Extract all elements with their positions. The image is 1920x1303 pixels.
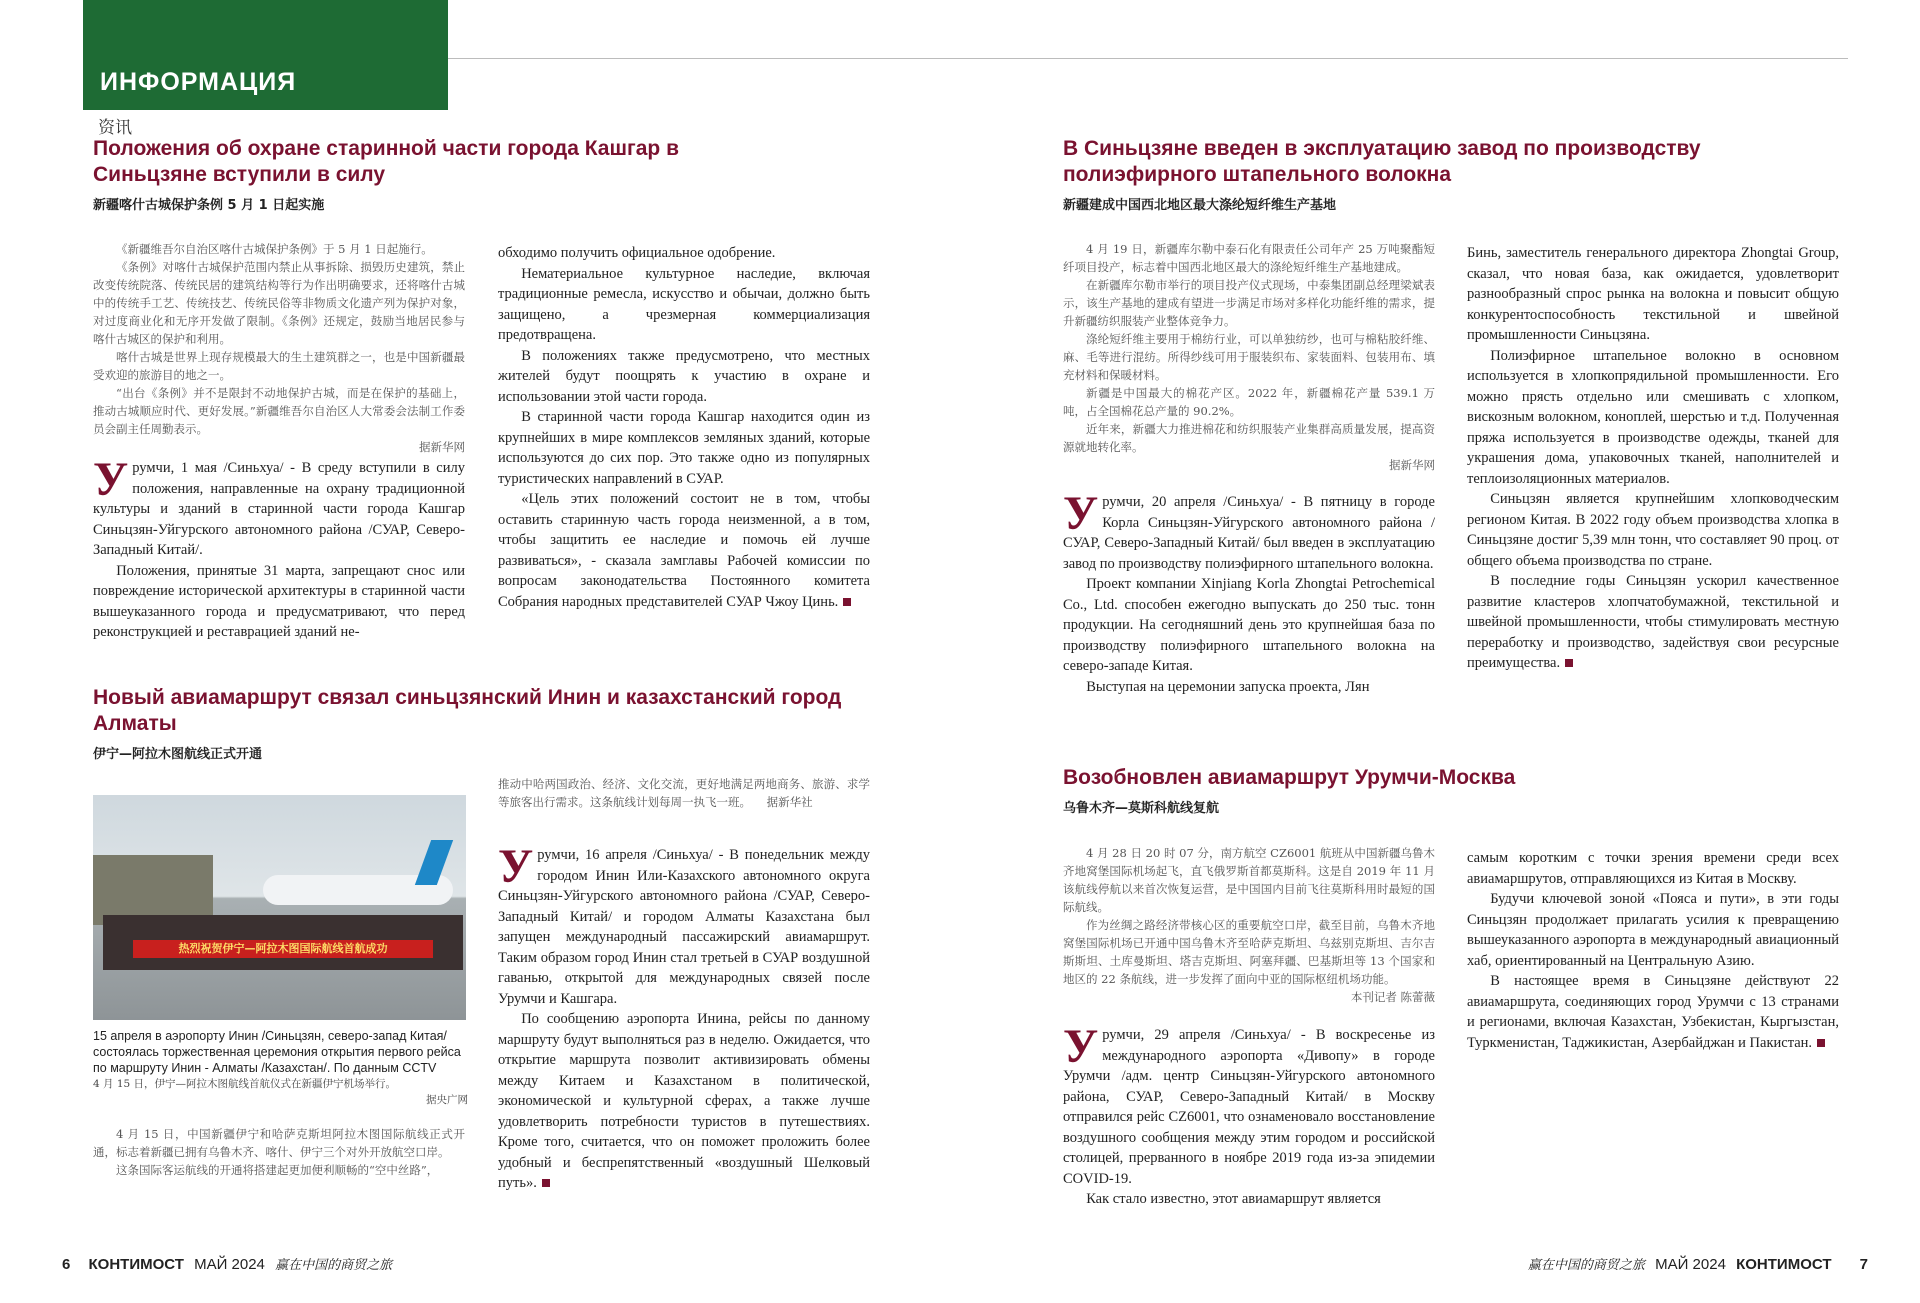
article1-heading xyxy=(93,136,783,213)
section-subtitle: 资讯 xyxy=(98,118,132,138)
caption-ru: 15 апреля в аэропорту Инин /Синьцзян, северо-запад Китая/ состоялась торжественная церемония открытия первого рейса по маршруту Инин - Алматы /Казахстан/. По данным CCTV xyxy=(93,1029,461,1075)
article4-subtitle-cn: 乌鲁木齐—莫斯科航线复航 xyxy=(1063,801,1220,816)
photo-banner: 热烈祝贺伊宁—阿拉木图国际航线首航成功 xyxy=(133,940,433,958)
article1-ru-col2 xyxy=(498,243,870,612)
article1-ru-col2-p2: В положениях также предусмотрено, что местных жителей будут поощрять к участию в охране и использовании этой части города. xyxy=(498,347,870,405)
article4-cn-block xyxy=(1063,844,1435,1006)
article1-ru-col2-p4: «Цель этих положений состоит не в том, чтобы оставить старинную часть города неизменной, а в том, чтобы защитить ее наследие и помочь ей лучше развиваться», - сказала замглавы Рабочей комиссии по вопросам законодательства Постоянного комитета Собрания народных представителей СУАР Чжоу Цинь. xyxy=(498,491,870,610)
article3-cn-p2: 在新疆库尔勒市举行的项目投产仪式现场，中泰集团副总经理梁斌表示，该生产基地的建成有望进一步满足市场对多样化功能纤维的需求，提升新疆纺织服装产业整体竞争力。 xyxy=(1063,278,1435,328)
article1-ru-col1-p1: Положения, принятые 31 марта, запрещают снос или повреждение исторической архитектуры в старинной части вышеуказанного города и предусматривают, что перед реконструкцией и реставрацией зданий не- xyxy=(93,562,465,640)
end-mark-square xyxy=(542,1179,550,1187)
article2-cn-cont xyxy=(498,775,870,811)
article1-cn-p4: “出台《条例》并不是限封不动地保护古城，而是在保护的基础上，推动古城顺应时代、更好发展。”新疆维吾尔自治区人大常委会法制工作委员会副主任周勤表示。 xyxy=(93,386,465,436)
article3-ru-col1-p1: Проект компании Xinjiang Korla Zhongtai Petrochemical Co., Ltd. способен ежегодно выпускать до 250 тыс. тонн продукции. На сегодняшний день это крупнейшая база по производству полиэфирного штапельного волокна на северо-западе Китая. xyxy=(1063,576,1435,674)
section-title: ИНФОРМАЦИЯ xyxy=(100,68,297,96)
article4-ru-col1-p1: Как стало известно, этот авиамаршрут является xyxy=(1086,1191,1381,1207)
article3-heading xyxy=(1063,136,1843,213)
article1-ru-col2-first: обходимо получить официальное одобрение. xyxy=(498,245,776,261)
article3-title: В Синьцзяне введен в эксплуатацию завод по производству полиэфирного штапельного волокна xyxy=(1063,137,1701,186)
article2-cn-source: 据新华社 xyxy=(766,795,813,809)
article2-cn-block xyxy=(93,1125,465,1179)
article4-cn-p2: 作为丝绸之路经济带核心区的重要航空口岸，截至目前，乌鲁木齐地窝堡国际机场已开通中国乌鲁木齐至哈萨克斯坦、乌兹别克斯坦、吉尔吉斯斯坦、土库曼斯坦、塔吉克斯坦、阿塞拜疆、巴基斯坦等 13 个国家和地区的 22 条航线，进一步发挥了面向中亚的国际枢纽机场功能。 xyxy=(1063,918,1435,986)
article1-ru-col1 xyxy=(93,453,465,643)
article3-ru-col2-p1: Полиэфирное штапельное волокно в основном используется в хлопкопрядильной промышленности. Его можно прясть отдельно или смешивать с хлопком, вискозным волокном, коноплей, шерстью и т.д. Полученная пряжа используется в производстве одежды, тканей для украшения дома, упаковочных тканей, наполнителей и теплоизоляционных материалов. xyxy=(1467,347,1839,487)
issue-right: МАЙ xyxy=(1655,1256,1689,1273)
article1-subtitle-cn: 新疆喀什古城保护条例 5 月 1 日起实施 xyxy=(93,198,325,213)
year-right: 2024 xyxy=(1692,1256,1726,1273)
article2-subtitle-cn: 伊宁—阿拉木图航线正式开通 xyxy=(93,747,263,762)
article4-ru-col2-first: самым коротким с точки зрения времени среди всех авиамаршрутов, отправляющихся из Китая в Москву. xyxy=(1467,850,1839,887)
article1-cn-p2: 《条例》对喀什古城保护范围内禁止从事拆除、损毁历史建筑，禁止改变传统院落、传统民居的建筑结构等行为作出明确要求，还将喀什古城中的传统手工艺、传统技艺、传统民俗等非物质文化遗产列为保护对象，对过度商业化和无序开发做了限制。《条例》还规定，鼓励当地居民参与喀什古城区的保护和利用。 xyxy=(93,260,465,346)
article2-dropcap: У xyxy=(498,840,534,893)
article3-ru-lead: румчи, 20 апреля /Синьхуа/ - В пятницу в городе Корла Синьцзян-Уйгурского автономного района /СУАР, Северо-Западный Китай/ был введен в эксплуатацию завод по производству полиэфирного штапельного волокна. xyxy=(1063,494,1435,572)
year-left: 2024 xyxy=(231,1256,265,1273)
article3-ru-col2 xyxy=(1467,243,1839,674)
article3-cn-p5: 近年来，新疆大力推进棉花和纺织服装产业集群高质量发展，提高资源就地转化率。 xyxy=(1063,422,1435,454)
footer-left xyxy=(62,1254,392,1273)
brand-right: КОНТИМОСТ xyxy=(1736,1256,1832,1273)
article3-ru-col1 xyxy=(1063,487,1435,697)
end-mark-square xyxy=(1565,659,1573,667)
article3-dropcap: У xyxy=(1063,487,1099,540)
article1-title: Положения об охране старинной части города Кашгар в Синьцзяне вступили в силу xyxy=(93,137,679,186)
page-number-left: 6 xyxy=(62,1256,71,1273)
article2-cn-continuation: 推动中哈两国政治、经济、文化交流，更好地满足两地商务、旅游、求学等旅客出行需求。这条航线计划每周一执飞一班。 xyxy=(498,777,870,809)
slogan-left: 赢在中国的商贸之旅 xyxy=(275,1258,393,1273)
article2-photo xyxy=(93,795,466,1020)
article4-ru-col2 xyxy=(1467,848,1839,1053)
article3-cn-p1: 4 月 19 日，新疆库尔勒中泰石化有限责任公司年产 25 万吨聚酯短纤项目投产，标志着中国西北地区最大的涤纶短纤维生产基地建成。 xyxy=(1063,242,1435,274)
article4-title: Возобновлен авиамаршрут Урумчи-Москва xyxy=(1063,766,1516,789)
article2-heading xyxy=(93,685,893,762)
issue-left: МАЙ xyxy=(194,1256,228,1273)
article3-cn-p3: 涤纶短纤维主要用于棉纺行业，可以单独纺纱，也可与棉粘胶纤维、麻、毛等进行混纺。所得纱线可用于服装织布、家装面料、包装用布、填充材料和保暖材料。 xyxy=(1063,332,1435,382)
article3-ru-col2-p2: Синьцзян является крупнейшим хлопководческим регионом Китая. В 2022 году объем производства хлопка в Синьцзяне достиг 5,39 млн тонн, что составляет 90 проц. от общего объема производства по стране. xyxy=(1467,491,1839,569)
article3-cn-p4: 新疆是中国最大的棉花产区。2022 年，新疆棉花产量 539.1 万吨，占全国棉花总产量的 90.2%。 xyxy=(1063,386,1435,418)
article2-cn-p1: 4 月 15 日，中国新疆伊宁和哈萨克斯坦阿拉木图国际航线正式开通，标志着新疆已拥有乌鲁木齐、喀什、伊宁三个对外开放航空口岸。 xyxy=(93,1127,465,1159)
caption-source: 据央广网 xyxy=(426,1094,468,1106)
article3-ru-col2-p3: В последние годы Синьцзян ускорил качественное развитие кластеров хлопчатобумажной, текстильной и швейной промышленности, чтобы стимулировать местную переработку и производство, задействуя свои ресурсные преимущества. xyxy=(1467,573,1839,671)
article2-cn-p2: 这条国际客运航线的开通将搭建起更加便利顺畅的“空中丝路”， xyxy=(116,1163,439,1177)
article2-title: Новый авиамаршрут связал синьцзянский Инин и казахстанский город Алматы xyxy=(93,686,842,735)
article2-ru-col xyxy=(498,840,870,1194)
caption-cn: 4 月 15 日，伊宁—阿拉木图航线首航仪式在新疆伊宁机场举行。 xyxy=(93,1078,397,1090)
article1-cn-source: 据新华网 xyxy=(419,440,465,454)
article1-ru-lead: румчи, 1 мая /Синьхуа/ - В среду вступили в силу положения, направленные на охрану традиционной культуры и зданий в старинной части города Кашгар Синьцзян-Уйгурского автономного района /СУАР, Северо-Западный Китай/. xyxy=(93,460,465,558)
article1-ru-col2-p1: Нематериальное культурное наследие, включая традиционные ремесла, искусство и обычаи, должно быть защищено, а чрезмерная коммерциализация предотвращена. xyxy=(498,265,870,343)
article4-cn-p1: 4 月 28 日 20 时 07 分，南方航空 CZ6001 航班从中国新疆乌鲁木齐地窝堡国际机场起飞，直飞俄罗斯首都莫斯科。这是自 2019 年 11 月该航线停航以来首次恢复运营，是中国国内目前飞往莫斯科用时最短的国际航线。 xyxy=(1063,846,1435,914)
page-number-right: 7 xyxy=(1859,1256,1868,1273)
article1-cn-block xyxy=(93,240,465,456)
article4-heading xyxy=(1063,765,1843,816)
article1-ru-col2-p3: В старинной части города Кашгар находится один из крупнейших в мире комплексов земляных зданий, которые используются до сих пор. Это также одно из популярных туристических направлений в СУАР. xyxy=(498,409,870,487)
header-rule xyxy=(448,58,1848,59)
article3-cn-source: 据新华网 xyxy=(1389,458,1435,472)
article1-cn-p3: 喀什古城是世界上现存规模最大的生土建筑群之一，也是中国新疆最受欢迎的旅游目的地之一。 xyxy=(93,350,465,382)
article2-caption xyxy=(93,1028,468,1108)
article4-ru-col2-p1: Будучи ключевой зоной «Пояса и пути», в эти годы Синьцзян продолжает прилагать усилия к превращению вышеуказанного аэропорта в международный авиационный хаб, ориентированный на Центральную Азию. xyxy=(1467,891,1839,969)
article4-ru-col1 xyxy=(1063,1020,1435,1210)
article1-cn-p1: 《新疆维吾尔自治区喀什古城保护条例》于 5 月 1 日起施行。 xyxy=(116,242,433,256)
end-mark-square xyxy=(1817,1039,1825,1047)
article2-ru-lead: румчи, 16 апреля /Синьхуа/ - В понедельник между городом Инин Или-Казахского автономного округа Синьцзян-Уйгурского автономного района /СУАР, Северо-Западный Китай/ и городом Алматы Казахстана был запущен международный пассажирский авиамаршрут. Таким образом город Инин стал третьей в СУАР воздушной гаванью, открытой для международных связей после Урумчи и Кашгара. xyxy=(498,847,870,1007)
article3-cn-block xyxy=(1063,240,1435,474)
article3-subtitle-cn: 新疆建成中国西北地区最大涤纶短纤维生产基地 xyxy=(1063,198,1337,213)
article4-cn-source: 本刊记者 陈蕾薇 xyxy=(1350,990,1435,1004)
article4-dropcap: У xyxy=(1063,1020,1099,1073)
slogan-right: 赢在中国的商贸之旅 xyxy=(1527,1258,1645,1273)
brand-left: КОНТИМОСТ xyxy=(88,1256,184,1273)
footer-right xyxy=(1528,1254,1868,1273)
article4-ru-col2-p2: В настоящее время в Синьцзяне действуют 22 авиамаршрута, соединяющих город Урумчи с 13 странами и регионами, включая Казахстан, Узбекистан, Кыргызстан, Туркменистан, Таджикистан, Азербайджан и Пакистан. xyxy=(1467,973,1839,1051)
article4-ru-lead: румчи, 29 апреля /Синьхуа/ - В воскресенье из международного аэропорта «Дивопу» в городе Урумчи /адм. центр Синьцзян-Уйгурского автономного района, СУАР, Северо-Западный Китай/ в Москву отправился рейс CZ6001, что ознаменовало восстановление воздушного сообщения между этим городом и российской столицей, прерванного в ноябре 2019 года из-за эпидемии COVID-19. xyxy=(1063,1027,1435,1187)
article2-ru-p1: По сообщению аэропорта Инина, рейсы по данному маршруту будут выполняться раз в неделю. Ожидается, что открытие маршрута позволит активизировать обмены между Китаем и Казахстаном в политической, экономической и культурной сферах, а также лучше удовлетворить потребности туристов в путешествиях. Кроме того, считается, что он поможет проложить более удобный и беспрепятственный «воздушный Шелковый путь». xyxy=(498,1011,870,1191)
article3-ru-col1-p2: Выступая на церемонии запуска проекта, Лян xyxy=(1086,678,1370,695)
article3-ru-col2-first: Бинь, заместитель генерального директора Zhongtai Group, сказал, что новая база, как ожидается, удовлетворит разнообразный спрос рынка на волокна и повысит общую конкурентоспособность текстильной и швейной промышленности Синьцзяна. xyxy=(1467,245,1839,343)
article1-dropcap: У xyxy=(93,453,129,506)
end-mark-square xyxy=(843,598,851,606)
